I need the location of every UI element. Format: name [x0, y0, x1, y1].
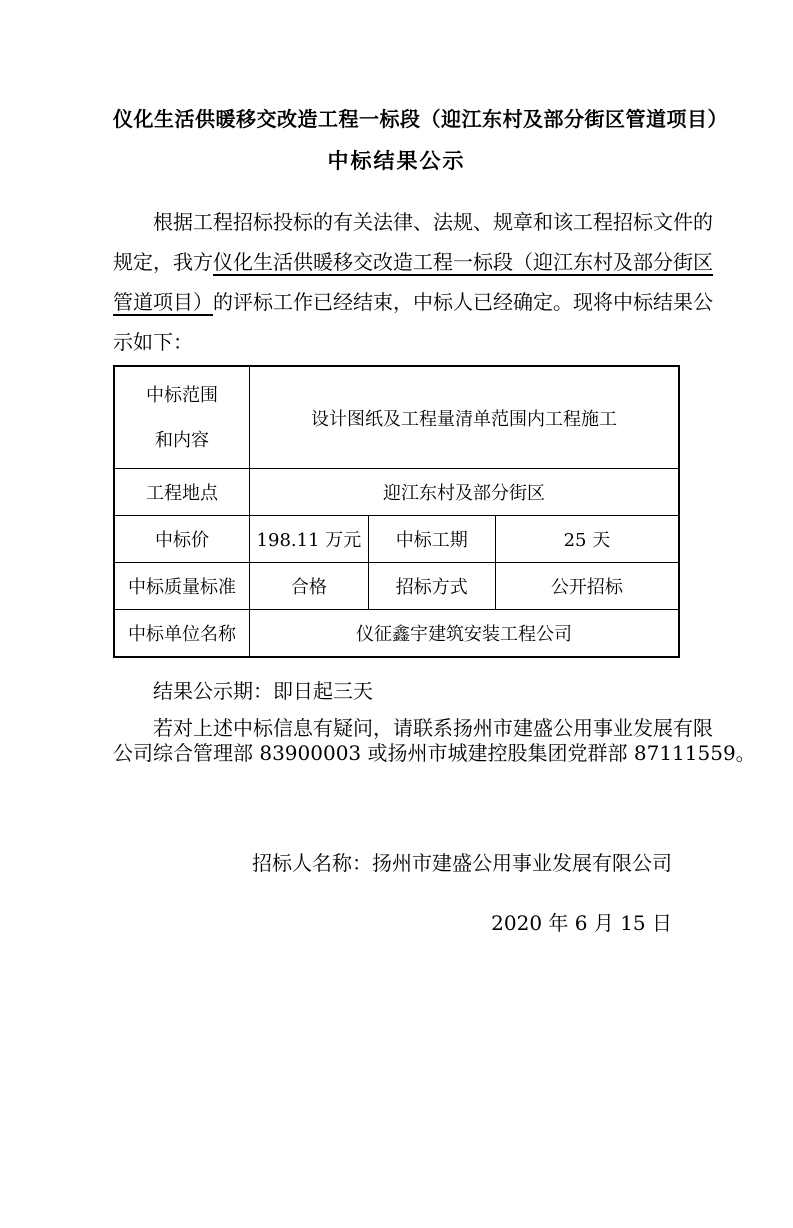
project-name-underlined-part1: 仪化生活供暖移交改造工程一标段（迎江东村及部分街区 — [213, 250, 713, 274]
table-row-price — [114, 516, 679, 563]
intro-line-3-plain: 的评标工作已经结束，中标人已经确定。现将中标结果公 — [213, 290, 713, 314]
scope-value-cell: 设计图纸及工程量清单范围内工程施工 — [250, 366, 679, 469]
project-name-underlined-part2: 管道项目） — [113, 290, 213, 314]
winner-label-cell: 中标单位名称 — [114, 610, 250, 658]
method-value-cell: 公开招标 — [495, 563, 679, 610]
method-label-cell: 招标方式 — [368, 563, 495, 610]
intro-line-3 — [113, 282, 713, 322]
table-row-quality — [114, 563, 679, 610]
duration-value-cell: 25 天 — [495, 516, 679, 563]
announcement-document — [0, 106, 793, 1228]
document-title: 仪化生活供暖移交改造工程一标段（迎江东村及部分街区管道项目） — [113, 107, 728, 131]
bid-result-table — [113, 365, 680, 658]
scope-label-cell — [114, 366, 250, 469]
intro-line-4: 示如下： — [113, 330, 193, 354]
intro-line-2-plain: 规定，我方 — [113, 250, 213, 274]
contact-note-line1: 若对上述中标信息有疑问，请联系扬州市建盛公用事业发展有限 — [153, 716, 713, 740]
publicity-period-note: 结果公示期：即日起三天 — [153, 679, 373, 703]
quality-label-cell: 中标质量标准 — [114, 563, 250, 610]
announcement-date: 2020 年 6 月 15 日 — [491, 911, 672, 935]
table-row-location — [114, 469, 679, 516]
price-label-cell: 中标价 — [114, 516, 250, 563]
intro-line-2 — [113, 242, 713, 282]
contact-note-line2: 公司综合管理部 83900003 或扬州市城建控股集团党群部 87111559。 — [113, 741, 756, 765]
quality-value-cell: 合格 — [250, 563, 369, 610]
price-value-cell: 198.11 万元 — [250, 516, 369, 563]
tenderer-name-line: 招标人名称：扬州市建盛公用事业发展有限公司 — [252, 851, 672, 875]
table-row-winner — [114, 610, 679, 658]
document-subtitle: 中标结果公示 — [327, 148, 466, 173]
duration-label-cell: 中标工期 — [368, 516, 495, 563]
intro-paragraph — [113, 202, 713, 362]
location-value-cell: 迎江东村及部分街区 — [250, 469, 679, 516]
contact-note — [113, 716, 756, 766]
location-label-cell: 工程地点 — [114, 469, 250, 516]
scope-label-line2: 和内容 — [155, 429, 210, 451]
scope-label-line1: 中标范围 — [146, 384, 219, 406]
table-row-scope — [114, 366, 679, 469]
winner-value-cell: 仪征鑫宇建筑安装工程公司 — [250, 610, 679, 658]
intro-line-1: 根据工程招标投标的有关法律、法规、规章和该工程招标文件的 — [153, 210, 713, 234]
